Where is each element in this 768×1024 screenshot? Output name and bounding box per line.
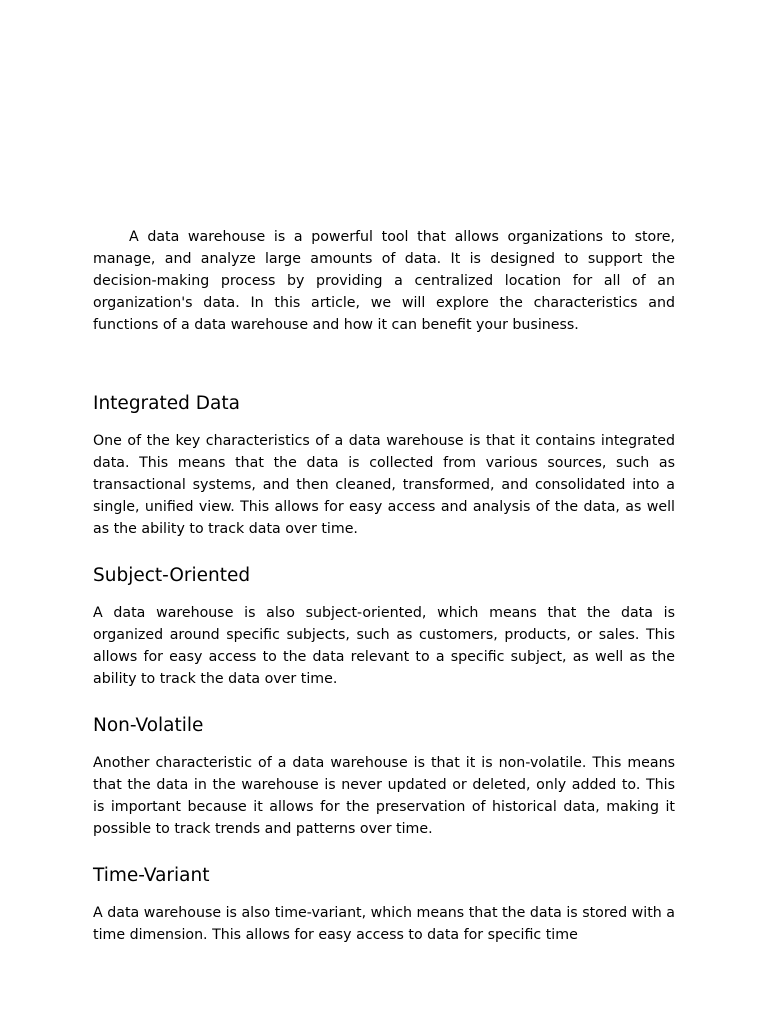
section-heading-integrated-data: Integrated Data <box>93 393 240 414</box>
section-heading-non-volatile: Non-Volatile <box>93 715 204 736</box>
intro-paragraph: A data warehouse is a powerful tool that allows organizations to store, manage, and analyze large amounts of data. It is designed to support the decision-making process by providing a centralized location for all of an organization's data. In this article, we will explore the characteristics and functions of a data warehouse and how it can benefit your business. <box>93 229 675 333</box>
section-body-non-volatile: Another characteristic of a data warehouse is that it is non-volatile. This means that the data in the warehouse is never updated or deleted, only added to. This is important because it allows for the preservation of historical data, making it possible to track trends and patterns over time. <box>93 755 675 837</box>
document-page <box>93 226 675 946</box>
section-body-subject-oriented: A data warehouse is also subject-oriented, which means that the data is organized around specific subjects, such as customers, products, or sales. This allows for easy access to the data relevant to a specific subject, as well as the ability to track the data over time. <box>93 605 675 687</box>
section-body-time-variant: A data warehouse is also time-variant, which means that the data is stored with a time dimension. This allows for easy access to data for specific time <box>93 905 675 943</box>
section-heading-subject-oriented: Subject-Oriented <box>93 565 251 586</box>
section-body-integrated-data: One of the key characteristics of a data warehouse is that it contains integrated data. This means that the data is collected from various sources, such as transactional systems, and then cleaned, transformed, and consolidated into a single, unified view. This allows for easy access and analysis of the data, as well as the ability to track data over time. <box>93 433 675 537</box>
section-heading-time-variant: Time-Variant <box>93 865 210 886</box>
